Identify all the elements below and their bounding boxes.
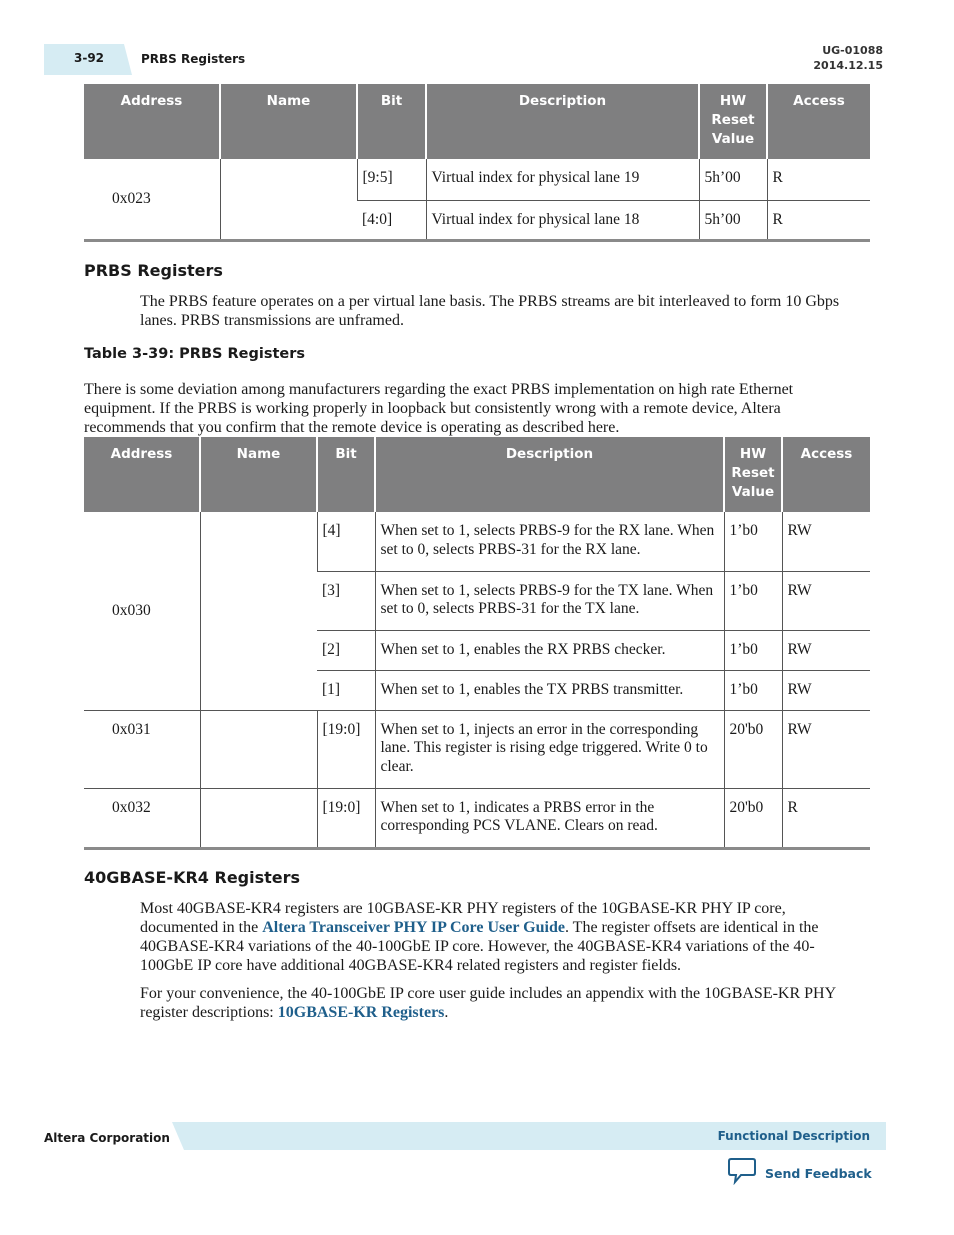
table-row <box>84 512 870 571</box>
address-cell: 0x032 <box>84 788 200 848</box>
table-row <box>84 788 870 848</box>
col-header-description: Description <box>426 84 699 159</box>
prbs-note-paragraph: There is some deviation among manufacturers regarding the exact PRBS implementation on high rate Ethernet equipment. If the PRBS is working properly in loopback but consistently wrong with a remote device, Altera recommends that you confirm that the remote device is operating as described here. <box>84 381 794 436</box>
bit-cell: [3] <box>317 571 375 630</box>
kr4-p1-text-before: Most 40GBASE-KR4 registers are 10GBASE-KR PHY registers of the 10GBASE-KR PHY IP core, documented in the <box>140 900 786 936</box>
section-heading-kr4: 40GBASE-KR4 Registers <box>84 868 301 887</box>
name-cell <box>220 159 357 240</box>
kr4-p2-text-after: . <box>444 1004 449 1021</box>
speech-bubble-icon <box>727 1157 757 1190</box>
col-header-hw-reset-value: HW Reset Value <box>699 84 767 159</box>
col-header-description: Description <box>375 437 724 512</box>
table-caption: Table 3-39: PRBS Registers <box>84 346 306 362</box>
reset-cell: 5h’00 <box>699 159 767 200</box>
reset-cell: 5h’00 <box>699 200 767 240</box>
access-cell: R <box>782 788 870 848</box>
footer-section-link[interactable]: Functional Description <box>717 1129 870 1143</box>
description-cell: When set to 1, enables the TX PRBS transmitter. <box>375 670 724 710</box>
table-row <box>84 710 870 788</box>
kr4-paragraph-1 <box>140 899 865 975</box>
transceiver-guide-link[interactable]: Altera Transceiver PHY IP Core User Guide <box>262 919 565 936</box>
col-header-address: Address <box>84 84 220 159</box>
document-date: 2014.12.15 <box>813 59 883 72</box>
access-cell: RW <box>782 630 870 670</box>
table-row <box>84 159 870 200</box>
bit-cell: [19:0] <box>317 710 375 788</box>
kr4-p2-text-before: For your convenience, the 40-100GbE IP core user guide includes an appendix with the 10GBASE-KR PHY register descriptions: <box>140 985 836 1021</box>
bit-cell: [4] <box>317 512 375 571</box>
access-cell: RW <box>782 670 870 710</box>
document-code: UG-01088 <box>822 44 883 57</box>
name-cell <box>200 710 317 788</box>
prbs-intro-paragraph: The PRBS feature operates on a per virtual lane basis. The PRBS streams are bit interleaved to form 10 Gbps lanes. PRBS transmissions are unframed. <box>140 293 840 329</box>
send-feedback-label: Send Feedback <box>765 1166 872 1181</box>
prbs-register-table <box>84 437 870 850</box>
kr-registers-link[interactable]: 10GBASE-KR Registers <box>277 1004 445 1021</box>
reset-cell: 20'b0 <box>724 710 782 788</box>
col-header-access: Access <box>782 437 870 512</box>
bit-cell: [19:0] <box>317 788 375 848</box>
bit-cell: [4:0] <box>357 200 426 240</box>
footer-organization: Altera Corporation <box>44 1131 170 1145</box>
description-cell: When set to 1, selects PRBS-9 for the RX lane. When set to 0, selects PRBS-31 for the RX lane. <box>375 512 724 571</box>
page-number: 3-92 <box>74 51 105 65</box>
col-header-name: Name <box>200 437 317 512</box>
col-header-access: Access <box>767 84 870 159</box>
running-title: PRBS Registers <box>141 52 246 66</box>
reset-cell: 1’b0 <box>724 571 782 630</box>
section-heading-prbs: PRBS Registers <box>84 261 223 280</box>
name-cell <box>200 788 317 848</box>
document-id <box>813 43 883 73</box>
access-cell: RW <box>782 512 870 571</box>
bit-cell: [1] <box>317 670 375 710</box>
description-cell: Virtual index for physical lane 18 <box>426 200 699 240</box>
kr4-p1-text-after: . The register offsets are identical in the 40GBASE-KR4 variations of the 40-100GbE IP core. However, the 40GBASE-KR4 variations of the 40-100GbE IP core have additional 40GBASE-KR4 related registers and register fields. <box>140 919 819 974</box>
send-feedback-button[interactable] <box>727 1157 872 1190</box>
reset-cell: 20'b0 <box>724 788 782 848</box>
access-cell: R <box>767 200 870 240</box>
col-header-bit: Bit <box>357 84 426 159</box>
access-cell: R <box>767 159 870 200</box>
address-cell: 0x030 <box>84 512 200 710</box>
access-cell: RW <box>782 571 870 630</box>
description-cell: When set to 1, indicates a PRBS error in the corresponding PCS VLANE. Clears on read. <box>375 788 724 848</box>
col-header-bit: Bit <box>317 437 375 512</box>
kr4-paragraph-2 <box>140 984 865 1022</box>
reset-cell: 1’b0 <box>724 512 782 571</box>
description-cell: When set to 1, selects PRBS-9 for the TX lane. When set to 0, selects PRBS-31 for the TX lane. <box>375 571 724 630</box>
col-header-hw-reset-value: HW Reset Value <box>724 437 782 512</box>
description-cell: When set to 1, injects an error in the corresponding lane. This register is rising edge triggered. Write 0 to clear. <box>375 710 724 788</box>
description-cell: When set to 1, enables the RX PRBS checker. <box>375 630 724 670</box>
reset-cell: 1’b0 <box>724 630 782 670</box>
col-header-name: Name <box>220 84 357 159</box>
bit-cell: [2] <box>317 630 375 670</box>
col-header-address: Address <box>84 437 200 512</box>
name-cell <box>200 512 317 710</box>
register-table-continued <box>84 84 870 242</box>
address-cell: 0x031 <box>84 710 200 788</box>
reset-cell: 1’b0 <box>724 670 782 710</box>
bit-cell: [9:5] <box>357 159 426 200</box>
access-cell: RW <box>782 710 870 788</box>
description-cell: Virtual index for physical lane 19 <box>426 159 699 200</box>
address-cell: 0x023 <box>84 159 220 240</box>
